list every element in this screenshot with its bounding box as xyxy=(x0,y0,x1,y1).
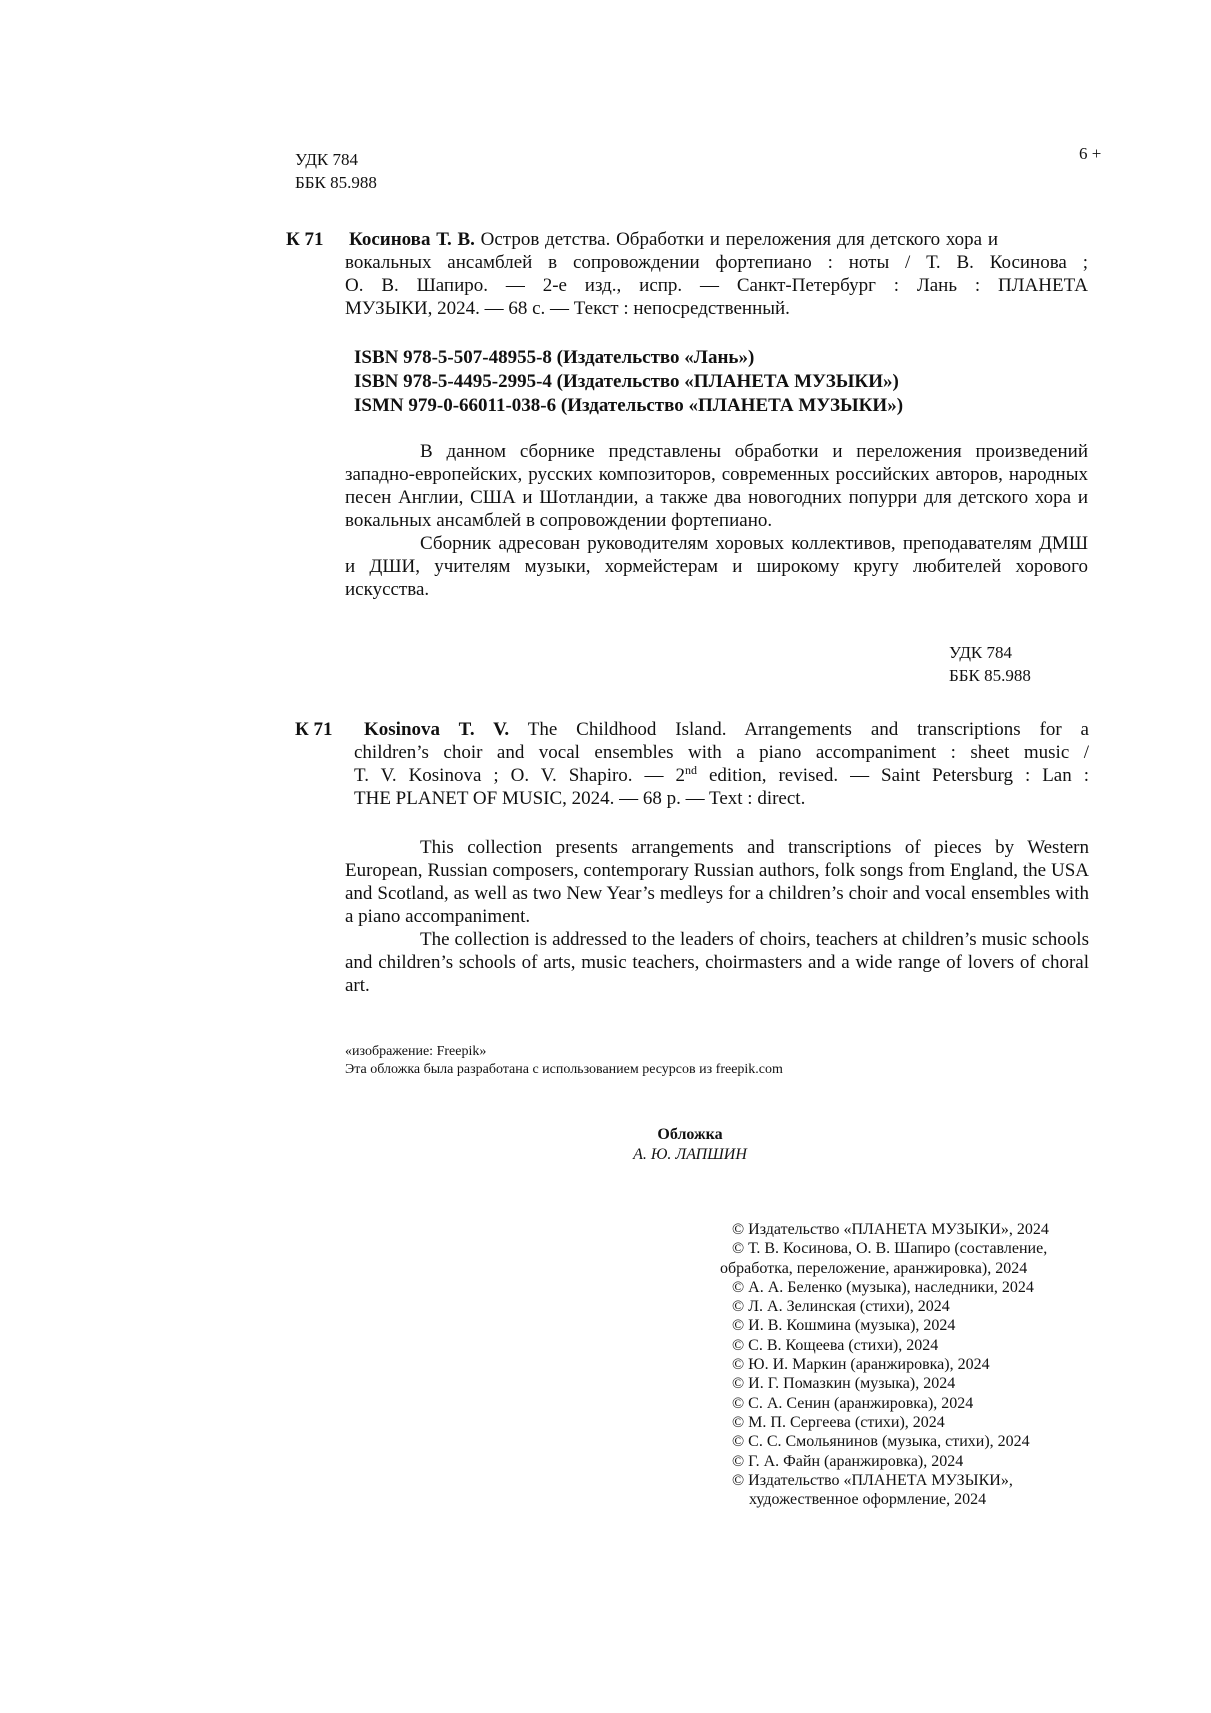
ru-entry-line-4: МУЗЫКИ, 2024. — 68 с. — Текст : непосредственный. xyxy=(345,298,790,319)
en-entry-text xyxy=(364,718,1089,741)
ru-entry-text xyxy=(349,228,1088,251)
image-credit xyxy=(345,1043,783,1079)
copyright-line: © Т. В. Косинова, О. В. Шапиро (составление, xyxy=(732,1240,1048,1258)
en-entry-line-4: THE PLANET OF MUSIC, 2024. — 68 p. — Text : direct. xyxy=(354,788,806,809)
ru-entry-line-2: вокальных ансамблей в сопровождении фортепиано : ноты / Т. В. Косинова ; xyxy=(345,252,1088,273)
ru-entry-line-1: Косинова Т. В. Остров детства. Обработки и переложения для детского хора и xyxy=(349,229,999,250)
en-entry-continuation xyxy=(354,741,1089,810)
cover-credit xyxy=(560,1125,820,1165)
copyright-line: художественное оформление, 2024 xyxy=(749,1491,987,1509)
en-entry-line-1: Kosinova T. V. The Childhood Island. Arrangements and transcriptions for a xyxy=(364,719,1089,740)
ismn-line: ISMN 979-0-66011-038-6 (Издательство «ПЛАНЕТА МУЗЫКИ») xyxy=(354,395,904,416)
ru-abstract-p2: Сборник адресован руководителям хоровых коллективов, преподавателям ДМШ и ДШИ, учителям музыки, хормейстерам и широкому кругу любителей хорового искусства. xyxy=(345,533,1088,600)
image-credit-line-1: «изображение: Freepik» xyxy=(345,1044,487,1059)
en-entry-code: К 71 xyxy=(295,719,333,740)
copyright-line: © С. А. Сенин (аранжировка), 2024 xyxy=(732,1394,974,1412)
copyright-line: © Г. А. Файн (аранжировка), 2024 xyxy=(732,1452,964,1470)
image-credit-line-2: Эта обложка была разработана с использованием ресурсов из freepik.com xyxy=(345,1062,783,1077)
en-entry-line-2: children’s choir and vocal ensembles with a piano accompaniment : sheet music / xyxy=(354,742,1089,763)
udk-code: УДК 784 xyxy=(949,643,1013,662)
age-rating: 6 + xyxy=(1079,144,1102,163)
copyright-line: © С. С. Смольянинов (музыка, стихи), 2024 xyxy=(732,1433,1030,1451)
bbk-code: ББК 85.988 xyxy=(949,666,1031,685)
copyright-line: © И. Г. Помазкин (музыка), 2024 xyxy=(732,1375,956,1393)
cover-label: Обложка xyxy=(657,1126,723,1143)
ru-abstract xyxy=(345,440,1088,601)
copyright-line: © Издательство «ПЛАНЕТА МУЗЫКИ», xyxy=(732,1471,1013,1489)
copyright-line: © И. В. Кошмина (музыка), 2024 xyxy=(732,1317,956,1335)
cover-designer: А. Ю. ЛАПШИН xyxy=(633,1146,747,1163)
copyright-line: © С. В. Кощеева (стихи), 2024 xyxy=(732,1336,939,1354)
copyright-line: © М. П. Сергеева (стихи), 2024 xyxy=(732,1413,945,1431)
ru-entry-continuation xyxy=(345,251,1088,320)
en-abstract-p1: This collection presents arrangements and transcriptions of pieces by Western European, Russian composers, contemporary Russian authors, folk songs from England, the USA and Scotland, as well as two New Year’s medleys for a children’s choir and vocal ensembles with a piano accompaniment. xyxy=(345,837,1089,927)
isbn-block xyxy=(354,346,903,418)
class-codes-secondary xyxy=(949,641,1031,687)
en-entry-line-3: T. V. Kosinova ; O. V. Shapiro. — 2nd edition, revised. — Saint Petersburg : Lan : xyxy=(354,763,1089,786)
bbk-code: ББК 85.988 xyxy=(295,173,377,192)
copyright-line: © Ю. И. Маркин (аранжировка), 2024 xyxy=(732,1356,990,1374)
en-entry-author: Kosinova T. V. xyxy=(364,719,510,740)
isbn-line: ISBN 978-5-507-48955-8 (Издательство «Лань») xyxy=(354,347,755,368)
copyright-line: © А. А. Беленко (музыка), наследники, 2024 xyxy=(732,1278,1034,1296)
isbn-line: ISBN 978-5-4495-2995-4 (Издательство «ПЛАНЕТА МУЗЫКИ») xyxy=(354,371,899,392)
ru-entry-author: Косинова Т. В. xyxy=(349,229,475,250)
ru-entry-code: К 71 xyxy=(286,229,324,250)
class-codes-header xyxy=(295,148,377,194)
copyright-line: обработка, переложение, аранжировка), 2024 xyxy=(720,1259,1028,1277)
ru-entry-line-3: О. В. Шапиро. — 2-е изд., испр. — Санкт-Петербург : Лань : ПЛАНЕТА xyxy=(345,275,1088,296)
copyright-line: © Л. А. Зелинская (стихи), 2024 xyxy=(732,1298,950,1316)
ru-abstract-p1: В данном сборнике представлены обработки и переложения произведений западно-европейских, русских композиторов, современных российских авторов, народных песен Англии, США и Шотландии, а также два новогодних попурри для детского хора и вокальных ансамблей в сопровождении фортепиано. xyxy=(345,441,1088,531)
copyright-block xyxy=(720,1220,1049,1509)
copyright-line: © Издательство «ПЛАНЕТА МУЗЫКИ», 2024 xyxy=(732,1221,1049,1238)
udk-code: УДК 784 xyxy=(295,150,359,169)
en-abstract xyxy=(345,836,1089,997)
en-abstract-p2: The collection is addressed to the leaders of choirs, teachers at children’s music schools and children’s schools of arts, music teachers, choirmasters and a wide range of lovers of choral art. xyxy=(345,929,1089,996)
